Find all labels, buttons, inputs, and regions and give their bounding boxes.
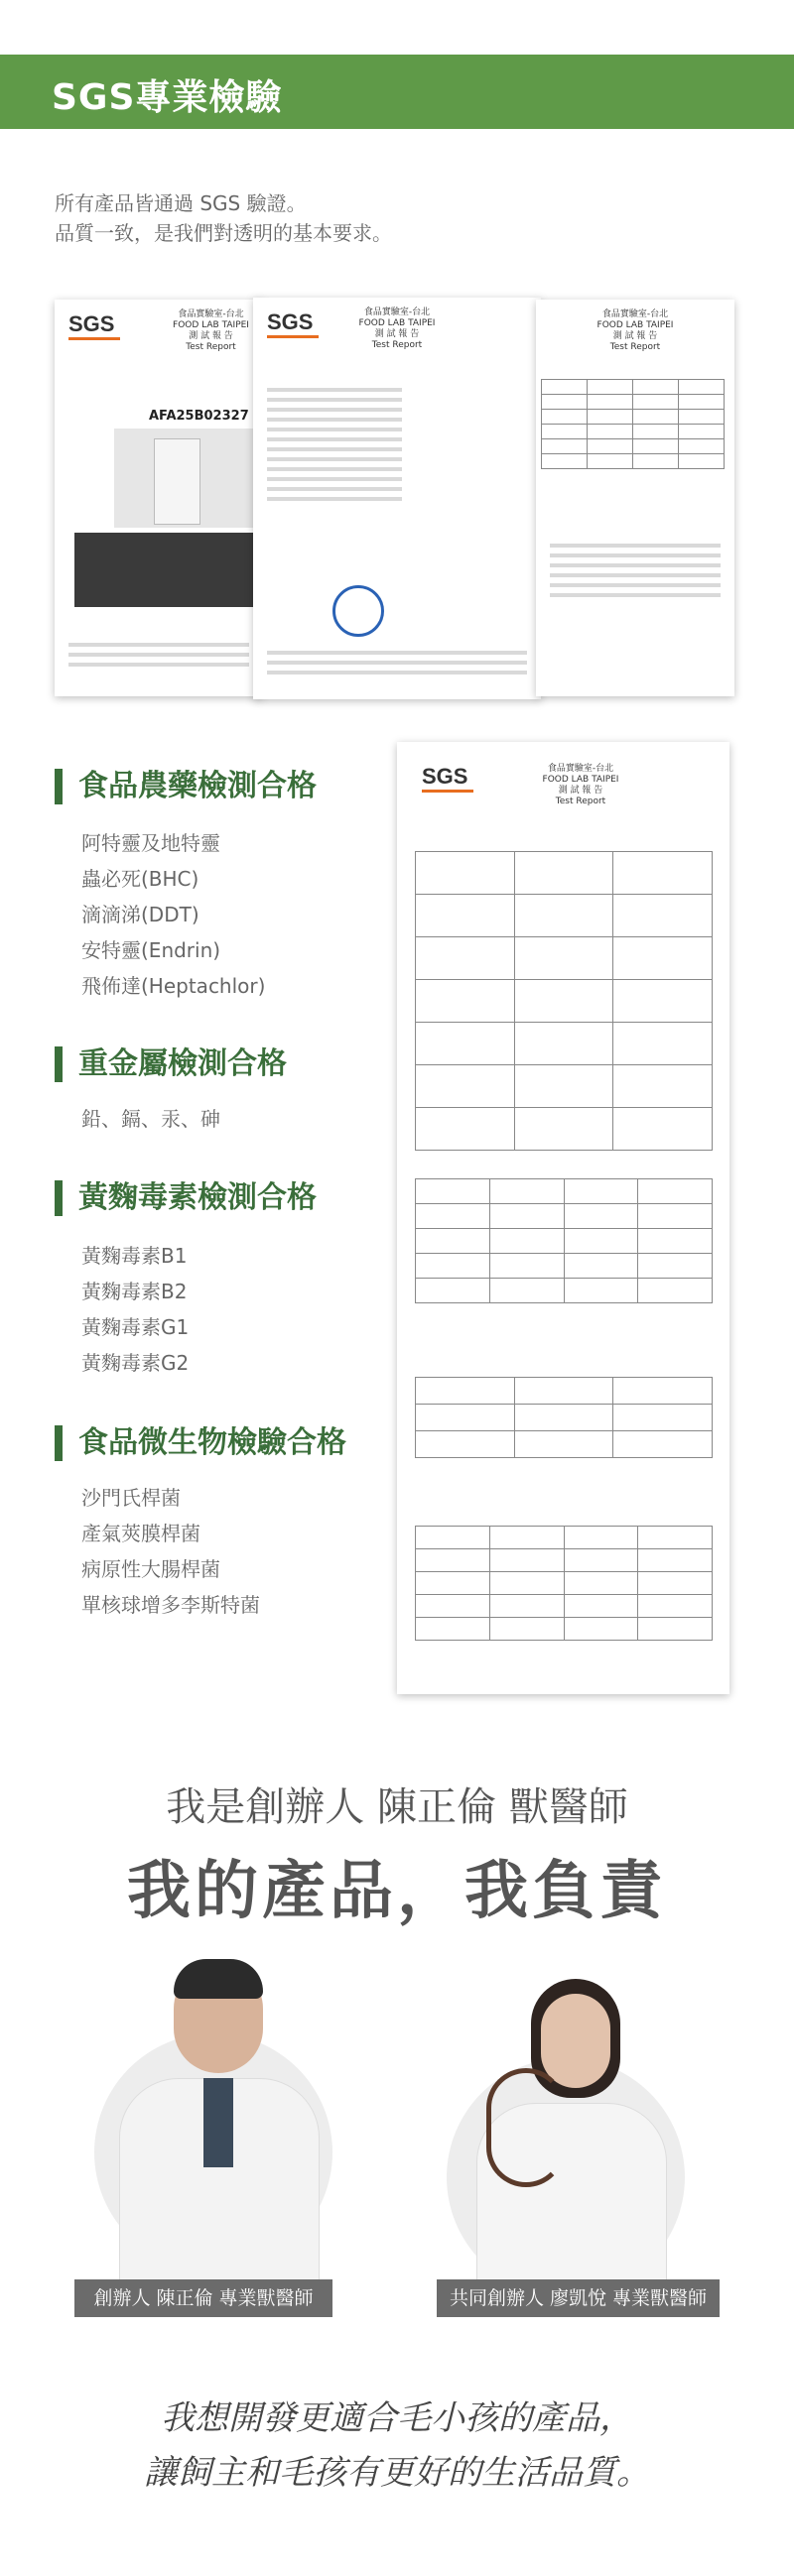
- list-item: 飛佈達(Heptachlor): [81, 974, 266, 998]
- sample-code: AFA25B02327: [149, 409, 249, 424]
- report-title-cn: 測 試 報 告: [558, 786, 603, 796]
- report-table: [541, 379, 725, 469]
- list-item: 鉛、鎘、汞、砷: [81, 1107, 220, 1131]
- list-item: 蟲必死(BHC): [81, 867, 199, 891]
- intro-text: [55, 188, 392, 248]
- report-table: [415, 851, 713, 1151]
- list-item: 安特靈(Endrin): [81, 938, 221, 962]
- aflatoxin-heading: 黃麴毒素檢測合格: [55, 1180, 317, 1216]
- report-title-en: Test Report: [609, 342, 661, 352]
- lab-name-cn: 食品實驗室-台北: [363, 307, 431, 317]
- sgs-report-image-4: [397, 742, 729, 1694]
- report-title-cn: 測 試 報 告: [189, 331, 233, 341]
- section-banner: [0, 55, 794, 129]
- founder-slogan: 我的產品，我負責: [127, 1855, 667, 1928]
- intro-line-2: 品質一致，是我們對透明的基本要求。: [55, 221, 392, 245]
- sgs-logo: SGS: [267, 309, 314, 334]
- cofounder-photo: [466, 1974, 675, 2281]
- report-title-cn: 測 試 報 告: [612, 331, 658, 341]
- report-title-en: Test Report: [371, 340, 423, 350]
- sgs-seal-icon: [332, 585, 384, 637]
- report-title-en: Test Report: [186, 342, 236, 352]
- lab-name-en: FOOD LAB TAIPEI: [173, 320, 249, 330]
- lab-name-cn: 食品實驗室-台北: [547, 764, 614, 774]
- founder-caption: 創辦人 陳正倫 專業獸醫師: [74, 2279, 332, 2317]
- pesticide-heading: 食品農藥檢測合格: [55, 769, 317, 804]
- cofounder-caption: 共同創辦人 廖凱悅 專業獸醫師: [437, 2279, 720, 2317]
- product-label-photo: [74, 533, 253, 607]
- founder-headline: 我是創辦人 陳正倫 獸醫師: [166, 1784, 628, 1830]
- founder-photo: [109, 1954, 328, 2281]
- banner-title: SGS專業檢驗: [52, 77, 283, 118]
- list-item: 病原性大腸桿菌: [81, 1557, 220, 1581]
- lab-name-cn: 食品實驗室-台北: [601, 309, 669, 319]
- list-item: 黃麴毒素G2: [81, 1351, 190, 1375]
- sgs-logo: SGS: [422, 764, 468, 789]
- intro-line-1: 所有產品皆通過 SGS 驗證。: [55, 191, 307, 215]
- list-item: 黃麴毒素B2: [81, 1280, 188, 1303]
- list-item: 產氣莢膜桿菌: [81, 1522, 200, 1545]
- list-item: 沙門氏桿菌: [81, 1486, 181, 1510]
- report-table: [415, 1178, 713, 1303]
- list-item: 阿特靈及地特靈: [81, 831, 220, 855]
- report-table: [415, 1526, 713, 1641]
- lab-name-en: FOOD LAB TAIPEI: [542, 775, 619, 785]
- founder-quote-line-1: 我想開發更適合毛小孩的產品，: [161, 2398, 633, 2438]
- microbe-heading: 食品微生物檢驗合格: [55, 1425, 346, 1461]
- list-item: 單核球增多李斯特菌: [81, 1593, 260, 1617]
- product-photo: [114, 429, 253, 528]
- list-item: 黃麴毒素B1: [81, 1244, 188, 1268]
- report-title-cn: 測 試 報 告: [374, 329, 420, 339]
- report-title-en: Test Report: [555, 797, 606, 806]
- list-item: 滴滴涕(DDT): [81, 903, 199, 926]
- sgs-logo: SGS: [68, 311, 115, 336]
- heavy-metal-heading: 重金屬檢測合格: [55, 1046, 287, 1082]
- report-table: [415, 1377, 713, 1458]
- founder-quote-line-2: 讓飼主和毛孩有更好的生活品質。: [144, 2453, 650, 2493]
- sgs-report-image-2: [253, 298, 541, 699]
- lab-name-en: FOOD LAB TAIPEI: [358, 318, 436, 328]
- lab-name-cn: 食品實驗室-台北: [178, 309, 244, 319]
- list-item: 黃麴毒素G1: [81, 1315, 190, 1339]
- sgs-report-image-1: [55, 300, 263, 696]
- sgs-report-image-3: [536, 300, 734, 696]
- lab-name-en: FOOD LAB TAIPEI: [596, 320, 674, 330]
